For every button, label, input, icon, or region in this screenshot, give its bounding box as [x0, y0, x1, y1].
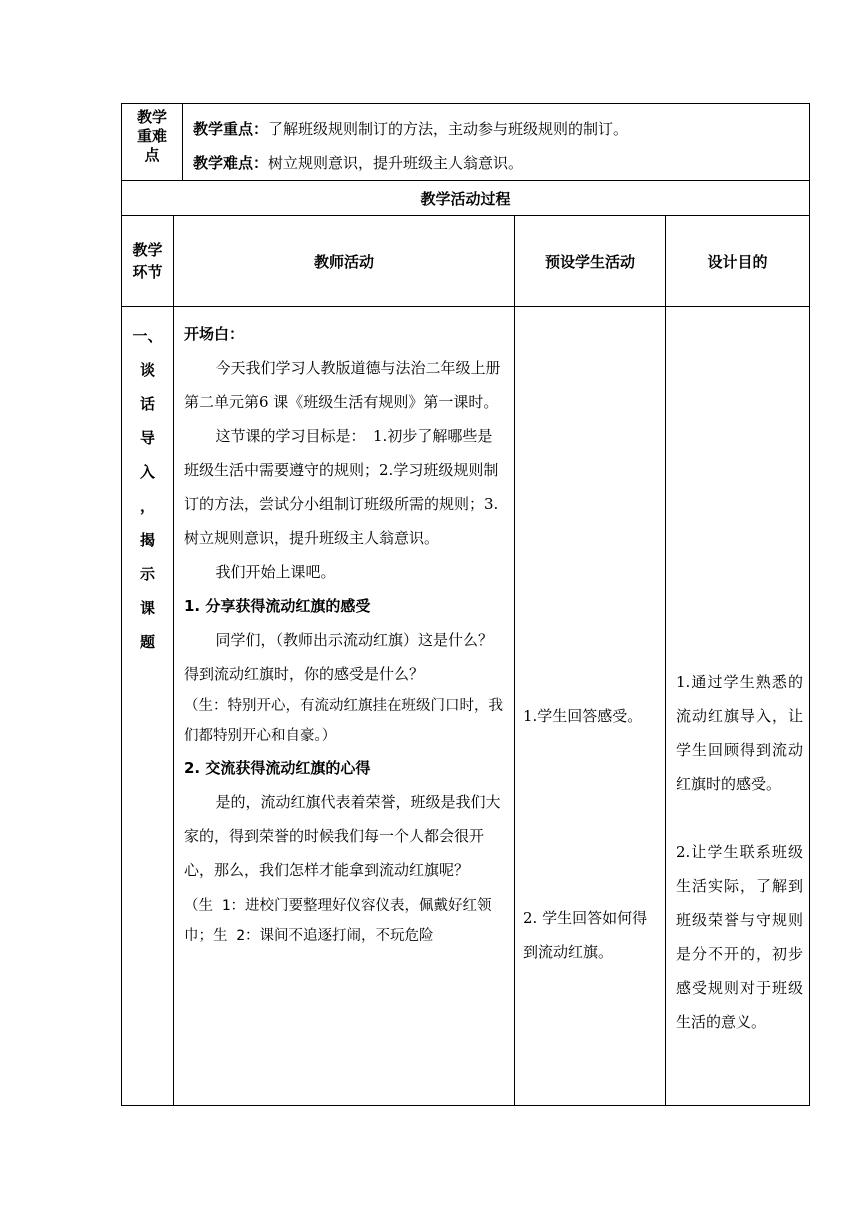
process-title: 教学活动过程: [122, 181, 810, 216]
header-stage-line-2: 环节: [132, 263, 163, 281]
teacher-paragraph-start: 我们开始上课吧。: [215, 563, 336, 581]
key-points-label-line-2: 重难: [136, 127, 167, 145]
teacher-paragraph-intro: 今天我们学习人教版道德与法治二年级上册第二单元第6 课《班级生活有规则》第一课时。: [184, 359, 501, 411]
header-teacher-activity: 教师活动: [174, 216, 515, 307]
lesson-plan-document: [121, 103, 809, 1106]
header-design-purpose: 设计目的: [666, 216, 810, 307]
process-title-row: [122, 181, 810, 216]
stage-char: 入: [139, 463, 155, 481]
teaching-focus: [193, 112, 801, 146]
teacher-paragraph-honor: 是的，流动红旗代表着荣誉，班级是我们大家的，得到荣誉的时候我们每一个人都会很开心，那么，我们怎样才能拿到流动红旗呢？: [184, 793, 501, 879]
key-points-row: [122, 104, 810, 181]
key-points-label-line-3: 点: [144, 146, 160, 164]
key-points-table: [121, 103, 810, 181]
teacher-subheading-2: 2. 交流获得流动红旗的心得: [184, 759, 371, 777]
stage-cell: [122, 307, 174, 1106]
teaching-difficulty: [193, 146, 801, 180]
process-table: [121, 180, 810, 1106]
stage-char: 谈: [139, 361, 155, 379]
header-student-activity: 预设学生活动: [515, 216, 666, 307]
stage-char: 题: [139, 633, 155, 651]
key-points-label-line-1: 教学: [136, 108, 167, 126]
stage-char: 课: [139, 599, 155, 617]
design-purpose-2: 2.让学生联系班级生活实际，了解到班级荣誉与守规则是分不开的，初步感受规则对于班级生活的意义。: [676, 843, 804, 1031]
key-points-content-cell: [183, 104, 810, 181]
header-stage-line-1: 教学: [132, 241, 163, 259]
teaching-focus-label: 教学重点：: [193, 120, 269, 138]
process-body-row: [122, 307, 810, 1106]
header-stage: [122, 216, 174, 307]
student-activity-2: 2. 学生回答如何得到流动红旗。: [523, 909, 648, 961]
stage-char: 揭: [139, 531, 155, 549]
teacher-paragraph-question: 同学们，（教师出示流动红旗）这是什么？得到流动红旗时，你的感受是什么？: [184, 631, 494, 683]
teaching-focus-text: 了解班级规则制订的方法，主动参与班级规则的制订。: [268, 120, 629, 138]
design-purpose-1: 1.通过学生熟悉的流动红旗导入，让学生回顾得到流动红旗时的感受。: [676, 673, 804, 793]
teaching-difficulty-label: 教学难点：: [193, 154, 269, 172]
stage-char: 导: [139, 429, 155, 447]
student-activity-cell: [515, 307, 666, 1106]
teaching-difficulty-text: 树立规则意识，提升班级主人翁意识。: [268, 154, 524, 172]
key-points-label-cell: [122, 104, 183, 181]
teacher-paragraph-objectives: 这节课的学习目标是： 1.初步了解哪些是班级生活中需要遵守的规则；2.学习班级规则制订的方法，尝试分小组制订班级所需的规则；3.树立规则意识，提升班级主人翁意识。: [184, 427, 499, 547]
process-header-row: [122, 216, 810, 307]
teacher-activity-cell: [174, 307, 515, 1106]
student-activity-1: 1.学生回答感受。: [523, 707, 643, 725]
stage-char: 一、: [132, 327, 163, 345]
teacher-subheading-1: 1. 分享获得流动红旗的感受: [184, 597, 371, 615]
stage-char: 示: [139, 565, 155, 583]
opening-label: 开场白：: [184, 325, 245, 343]
student-response-2: （生 1：进校门要整理好仪容仪表，佩戴好红领巾；生 2：课间不追逐打闹，不玩危险: [184, 898, 492, 944]
stage-char: ，: [139, 497, 155, 515]
student-response-1: （生：特别开心，有流动红旗挂在班级门口时，我们都特别开心和自豪。）: [184, 698, 503, 744]
stage-char: 话: [139, 395, 155, 413]
design-purpose-cell: [666, 307, 810, 1106]
